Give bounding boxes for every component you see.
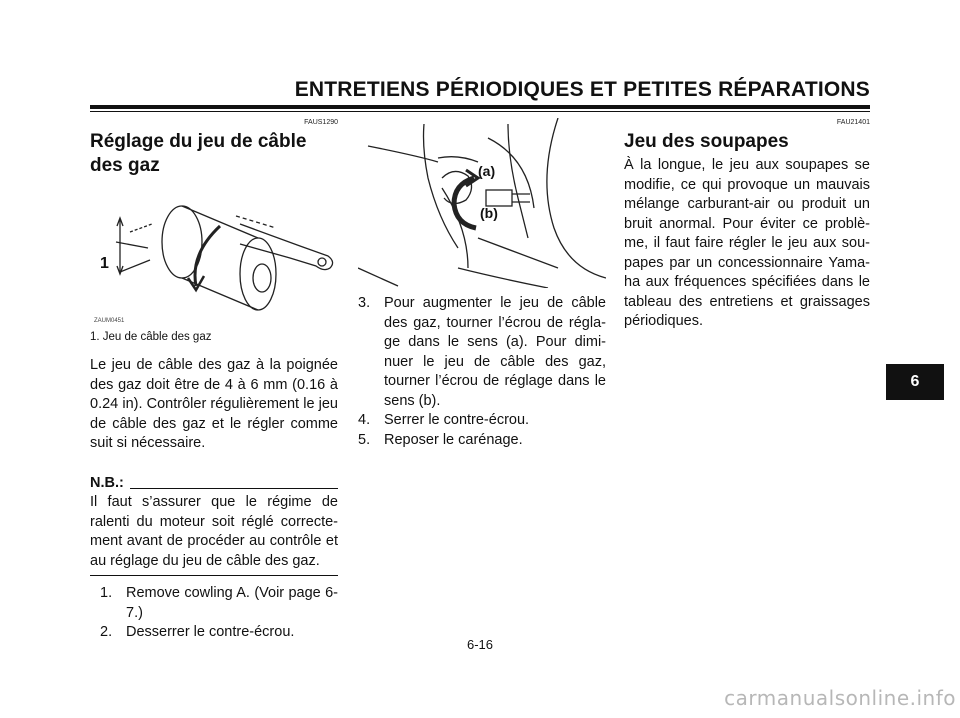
callout-a: (a) [478,163,496,179]
throttle-body-text: Le jeu de câble des gaz à la poignée des gaz doit être de 4 à 6 mm (0.16 à 0.24 in). Contrôler régulièrement le jeu de câble des gaz et le régler comme suit si nécessaire. [90,357,338,451]
figure-code: ZAUM0451 [94,318,125,324]
list-item [358,294,606,411]
section-title-throttle: Réglage du jeu de câble des gaz [90,131,307,176]
adjusting-nut-illustration [358,118,606,288]
nb-rule [130,488,338,489]
list-item [358,431,606,451]
page-header-title: ENTRETIENS PÉRIODIQUES ET PETITES RÉPARATIONS [294,78,870,101]
column-middle [358,118,606,450]
nb-text: Il faut s’assurer que le régime de ralenti du moteur soit réglé correcte-ment avant de procéder au contrôle et au réglage du jeu de câble des gaz. [90,493,338,576]
page-number: 6-16 [466,637,494,652]
callout-b: (b) [480,205,498,221]
step-number: 2. [100,624,113,640]
step-text: Remove cowling A. (Voir page 6-7.) [126,585,338,621]
figure-caption: 1. Jeu de câble des gaz [90,331,212,343]
callout-1: 1 [100,255,109,272]
list-item [358,411,606,431]
step-number: 4. [358,412,371,428]
step-text: Reposer le carénage. [384,431,523,448]
step-text: Serrer le contre-écrou. [384,412,530,428]
step-number: 3. [358,295,371,311]
header-rule [90,105,870,109]
throttle-grip-illustration [90,186,338,326]
steps-list-left [90,584,338,643]
throttle-grip-figure [90,186,338,326]
step-number: 5. [358,431,371,448]
section-code: FAUS1290 [304,119,338,126]
valves-body-text: À la longue, le jeu aux soupapes se modifie, ce qui provoque un mauvais mélange carburant-air ou produit un bruit anormal. Pour éviter ce problè-me, il faut faire régler le jeu aux sou-papes par un concessionnaire Yama-ha aux fréquences spécifiées dans le tableau des entretiens et graissages périodiques. [624,157,870,329]
chapter-tab: 6 [886,364,944,400]
step-text: Desserrer le contre-écrou. [126,624,295,640]
adjusting-nut-figure [358,118,606,288]
nb-heading [90,474,338,494]
step-number: 1. [100,585,113,601]
section-title-valves: Jeu des soupapes [624,131,789,152]
header-rule-thin [90,111,870,112]
steps-list-middle [358,294,606,450]
nb-label: N.B.: [90,474,124,491]
list-item [90,584,338,623]
step-text: Pour augmenter le jeu de câble des gaz, tourner l’écrou de régla-ge dans le sens (a). Pour dimi-nuer le jeu de câble des gaz, tourner l’écrou de réglage dans le sens (b). [384,295,606,409]
column-left [90,118,338,643]
watermark: carmanualsonline.info [724,686,956,710]
section-code: FAU21401 [836,119,870,126]
column-right [624,118,870,332]
